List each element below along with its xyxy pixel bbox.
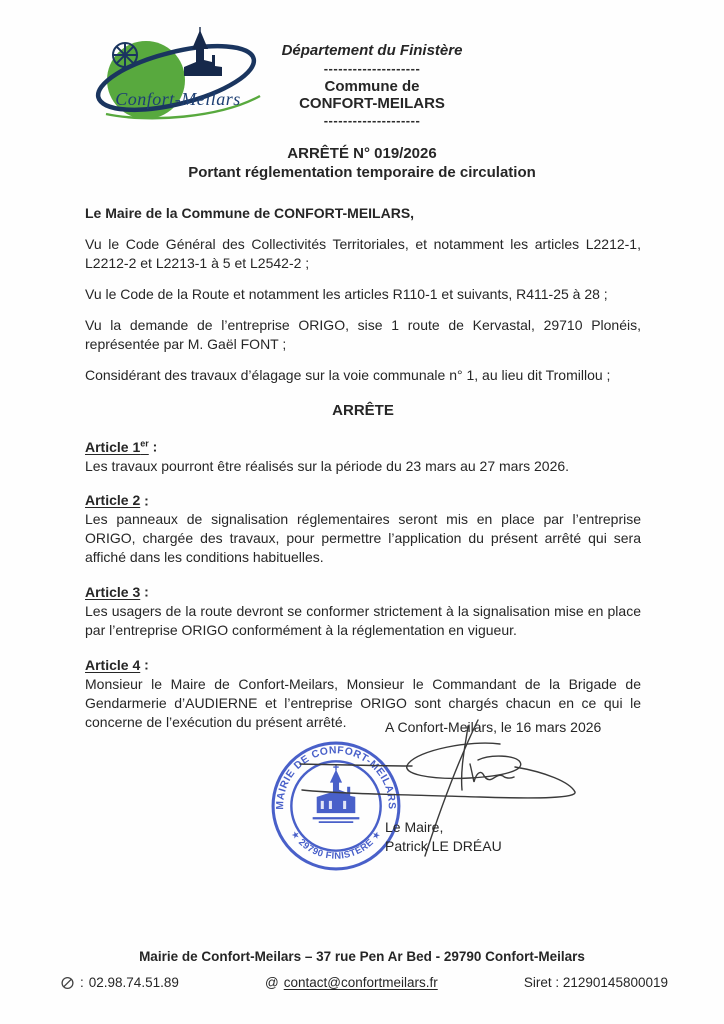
recital-paragraph: Vu le Code Général des Collectivités Territoriales, et notamment les articles L2212-1, L2212-2 et L2213-1 à 5 et L2542-2 ; bbox=[85, 236, 641, 271]
article-1-label: Article 1 bbox=[85, 438, 141, 455]
department-title: Département du Finistère bbox=[281, 42, 463, 59]
at-icon: @ bbox=[265, 975, 279, 990]
footer-address: Mairie de Confort-Meilars – 37 rue Pen Ar Bed - 29790 Confort-Meilars bbox=[139, 949, 585, 964]
footer bbox=[0, 948, 724, 992]
stamp-bottom-text: ★ 29790 FINISTÈRE ★ bbox=[289, 828, 383, 861]
article-2-label: Article 2 bbox=[85, 492, 141, 509]
wheel-icon bbox=[113, 43, 137, 67]
article-1-text: Les travaux pourront être réalisés sur la période du 23 mars au 27 mars 2026. bbox=[85, 457, 570, 474]
footer-contact-row bbox=[0, 966, 724, 992]
signatory-role: Le Maire, bbox=[385, 819, 444, 835]
article-4-label: Article 4 bbox=[85, 656, 141, 673]
signature-area bbox=[0, 710, 724, 890]
article-1-heading bbox=[85, 434, 641, 457]
decree-number: ARRÊTÉ N° 019/2026 bbox=[287, 145, 437, 162]
decision-heading: ARRÊTE bbox=[332, 402, 394, 419]
article-2-heading bbox=[85, 488, 641, 511]
separator-dashes: -------------------- bbox=[323, 61, 421, 76]
article-2 bbox=[85, 488, 641, 568]
signatory-name: Patrick LE DRÉAU bbox=[385, 838, 502, 854]
signatory bbox=[385, 818, 502, 856]
recital-paragraph: Vu le Code de la Route et notamment les articles R110-1 et suivants, R411-25 à 28 ; bbox=[85, 286, 608, 302]
commune-name: CONFORT-MEILARS bbox=[299, 95, 445, 112]
article-1-ordinal: er bbox=[140, 438, 149, 448]
decree-subject: Portant réglementation temporaire de circulation bbox=[188, 164, 536, 181]
church-icon bbox=[184, 27, 222, 76]
footer-email bbox=[265, 973, 438, 992]
separator-dashes: -------------------- bbox=[323, 113, 421, 128]
article-1-colon: : bbox=[148, 438, 158, 455]
phone-number: 02.98.74.51.89 bbox=[88, 975, 179, 990]
article-4-heading bbox=[85, 652, 641, 675]
article-4-text: Monsieur le Maire de Confort-Meilars, Monsieur le Commandant de la Brigade de Gendarmerie d’AUDIERNE et l’entreprise ORIGO sont chargés chacun en ce qui le concerne de l’exécution du présent arrêté. bbox=[85, 675, 641, 730]
article-2-colon: : bbox=[140, 492, 149, 509]
decree-title bbox=[0, 144, 724, 182]
article-3-label: Article 3 bbox=[85, 583, 141, 600]
article-3-heading bbox=[85, 579, 641, 602]
phone-separator: : bbox=[80, 975, 84, 990]
phone-icon bbox=[60, 975, 75, 990]
article-3 bbox=[85, 579, 641, 640]
intro-line: Le Maire de la Commune de CONFORT-MEILARS, bbox=[85, 205, 415, 221]
footer-phone bbox=[60, 973, 179, 992]
stamp-top-text: MAIRIE DE CONFORT-MEILARS bbox=[275, 745, 397, 810]
header-center bbox=[230, 42, 514, 130]
commune-label: Commune de bbox=[324, 78, 420, 95]
email-link[interactable]: contact@confortmeilars.fr bbox=[283, 975, 438, 990]
logo-wordmark: Confort-Meilars bbox=[115, 89, 241, 109]
article-4-colon: : bbox=[140, 656, 149, 673]
article-3-colon: : bbox=[140, 583, 149, 600]
article-1 bbox=[85, 434, 641, 476]
place-and-date: A Confort-Meilars, le 16 mars 2026 bbox=[385, 719, 602, 735]
recital-paragraph: Considérant des travaux d’élagage sur la voie communale n° 1, au lieu dit Tromillou ; bbox=[85, 367, 611, 383]
article-3-text: Les usagers de la route devront se conformer strictement à la signalisation mise en place par l’entreprise ORIGO conformément à la réglementation en vigueur. bbox=[85, 602, 641, 638]
article-2-text: Les panneaux de signalisation réglementaires seront mis en place par l’entreprise ORIGO, chargée des travaux, pour permettre l’application du présent arrêté qui sera affiché dans les conditions habituelles. bbox=[85, 511, 641, 566]
decree-body bbox=[85, 204, 641, 744]
footer-siret: Siret : 21290145800019 bbox=[523, 975, 668, 990]
recital-paragraph: Vu la demande de l’entreprise ORIGO, sise 1 route de Kervastal, 29710 Plonéis, représentée par M. Gaël FONT ; bbox=[85, 317, 641, 352]
